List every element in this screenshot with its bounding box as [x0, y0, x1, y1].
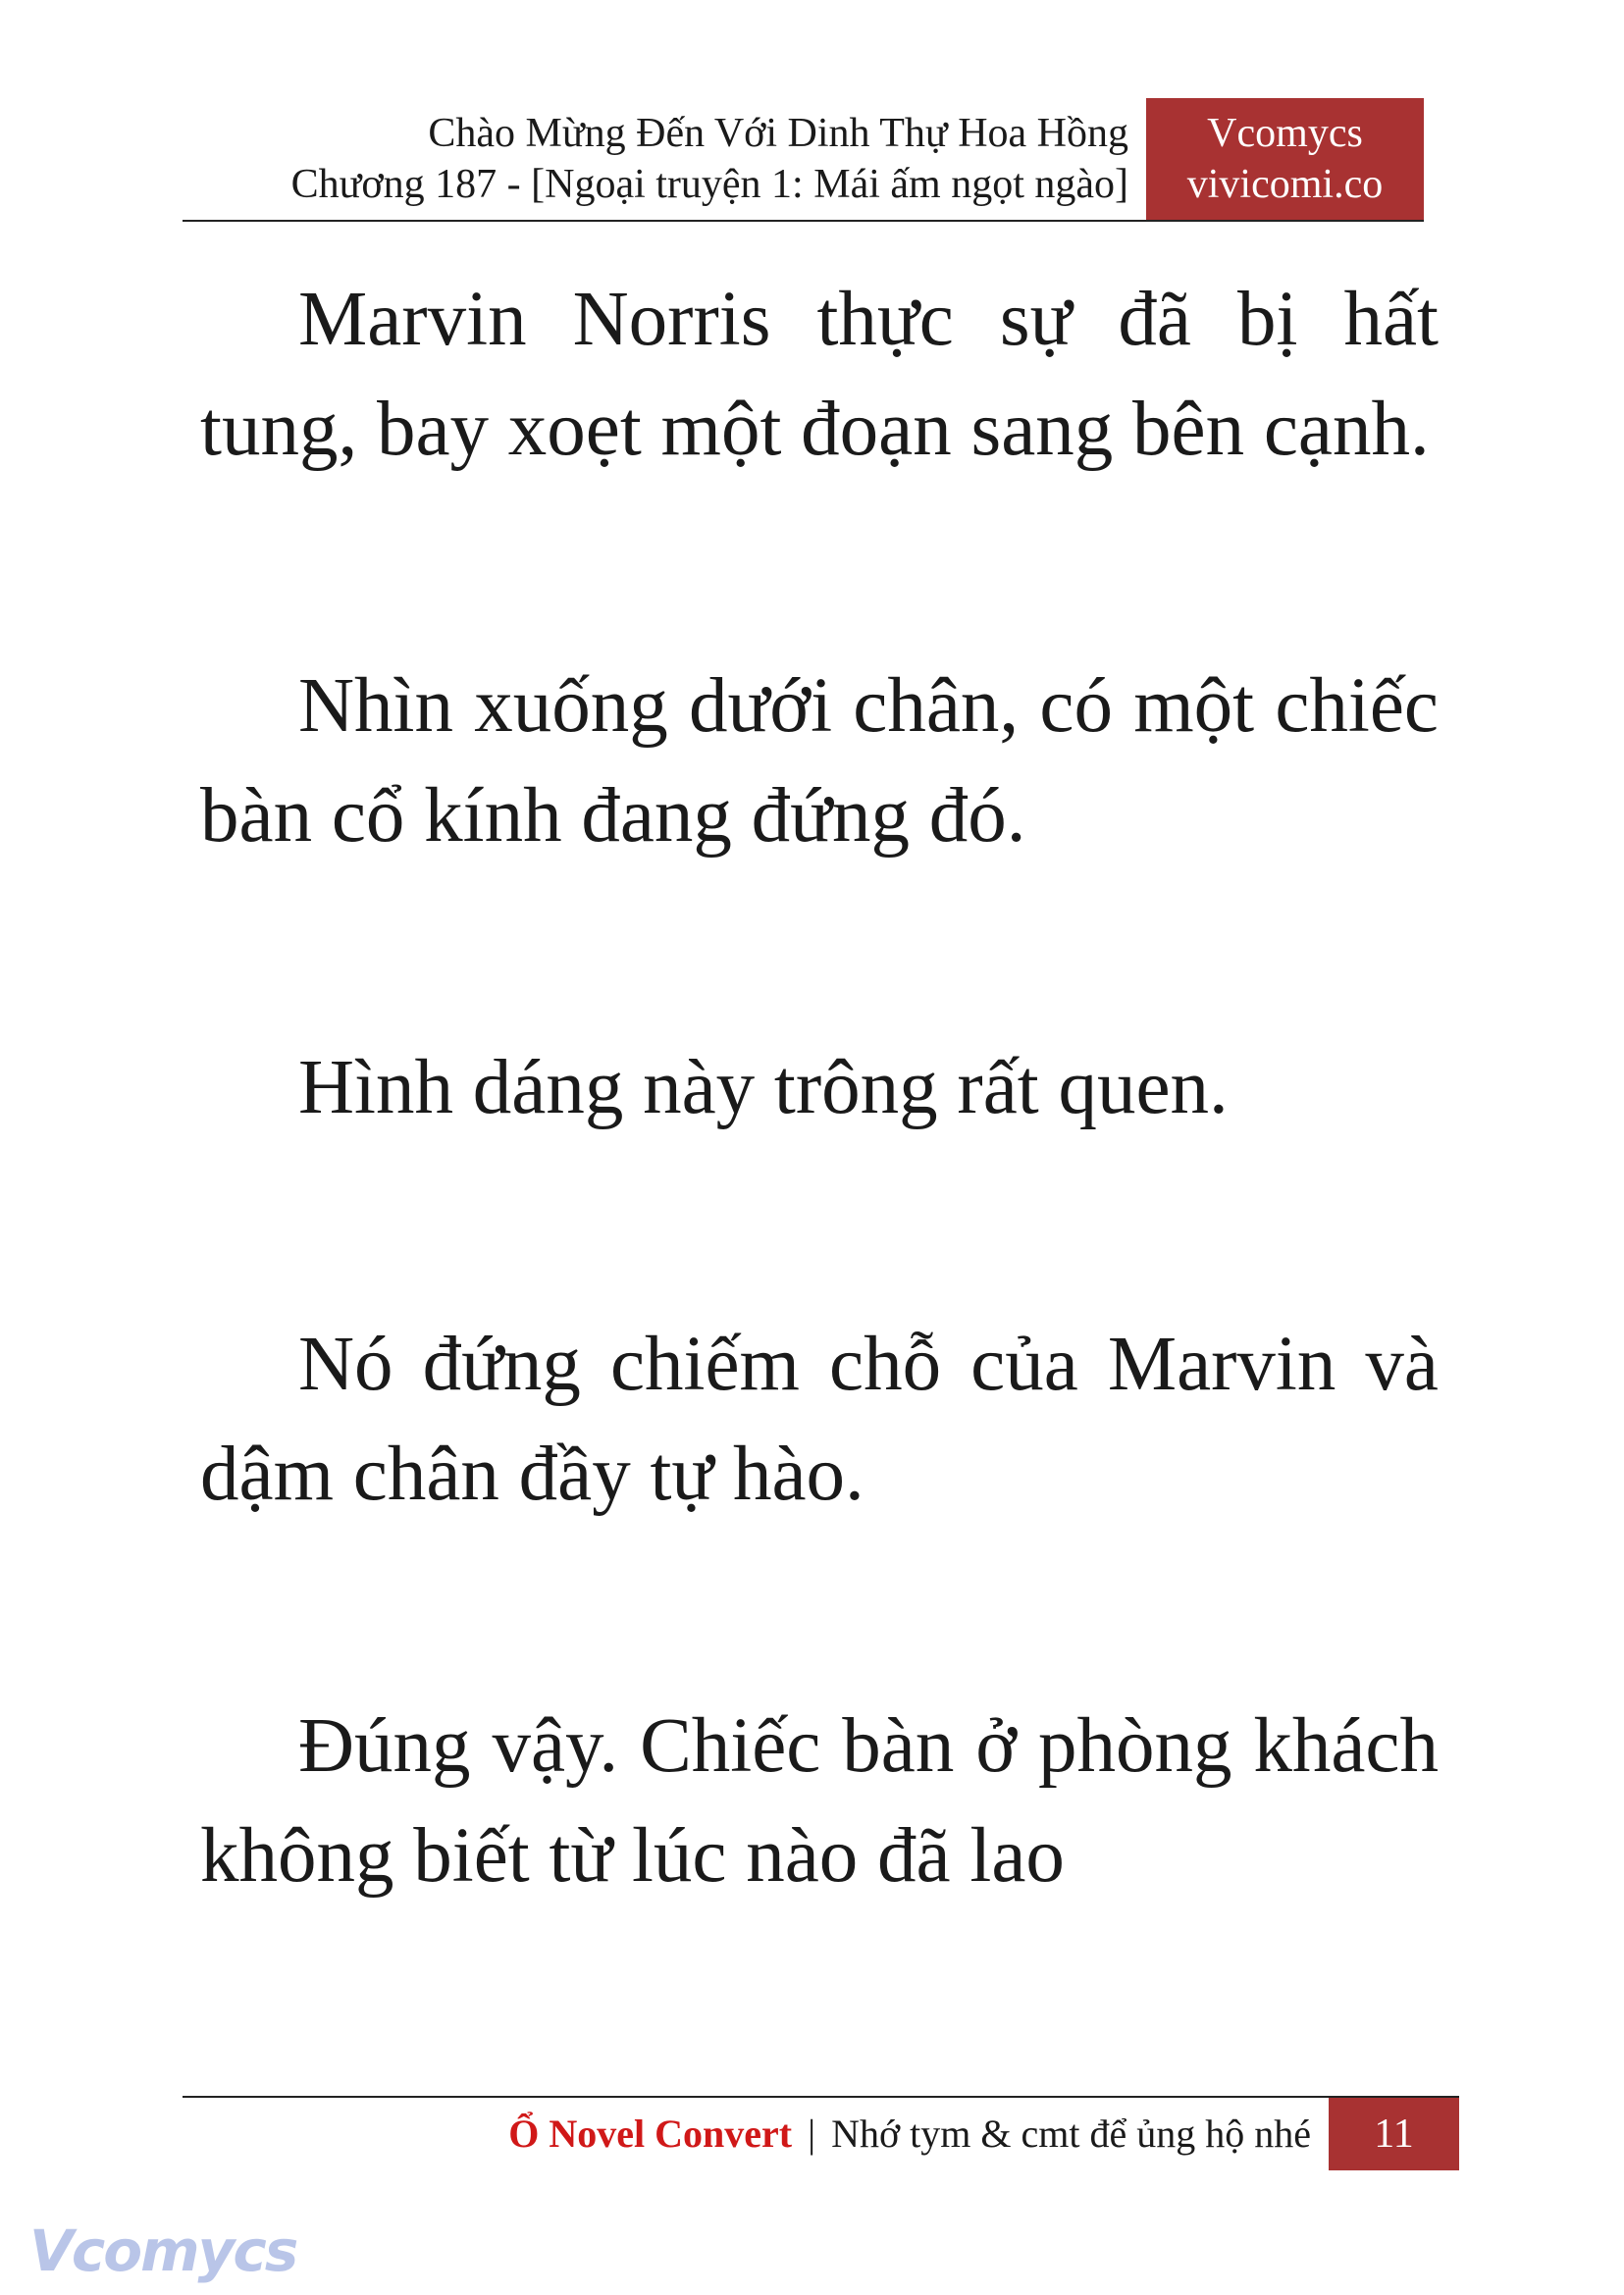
badge-brand: Vcomycs	[1207, 111, 1363, 156]
paragraph: Đúng vậy. Chiếc bàn ở phòng khách không biết từ lúc nào đã lao	[200, 1703, 1439, 1899]
footer-message: Nhớ tym & cmt để ủng hộ nhé	[831, 2112, 1311, 2156]
chapter-title: Chương 187 - [Ngoại truyện 1: Mái ấm ngọt ngào]	[290, 162, 1128, 207]
book-title: Chào Mừng Đến Với Dinh Thự Hoa Hồng	[428, 111, 1128, 156]
paragraph: Marvin Norris thực sự đã bị hất tung, bay xoẹt một đoạn sang bên cạnh.	[200, 277, 1439, 472]
page-header	[183, 98, 1424, 222]
header-title	[183, 108, 1128, 210]
paragraph: Nó đứng chiếm chỗ của Marvin và dậm chân đầy tự hào.	[200, 1322, 1439, 1517]
page-number: 11	[1329, 2098, 1459, 2170]
watermark-logo: Vcomycs	[29, 2217, 297, 2284]
footer-text	[183, 2110, 1311, 2159]
page-body	[200, 265, 1439, 2078]
footer-separator: |	[808, 2112, 816, 2156]
footer-brand: Ổ Novel Convert	[508, 2112, 793, 2156]
page-footer	[183, 2096, 1459, 2170]
paragraph: Nhìn xuống dưới chân, có một chiếc bàn cổ kính đang đứng đó.	[200, 663, 1439, 859]
paragraph: Hình dáng này trông rất quen.	[298, 1045, 1229, 1130]
header-badge	[1146, 98, 1424, 220]
badge-site: vivicomi.co	[1186, 162, 1384, 207]
